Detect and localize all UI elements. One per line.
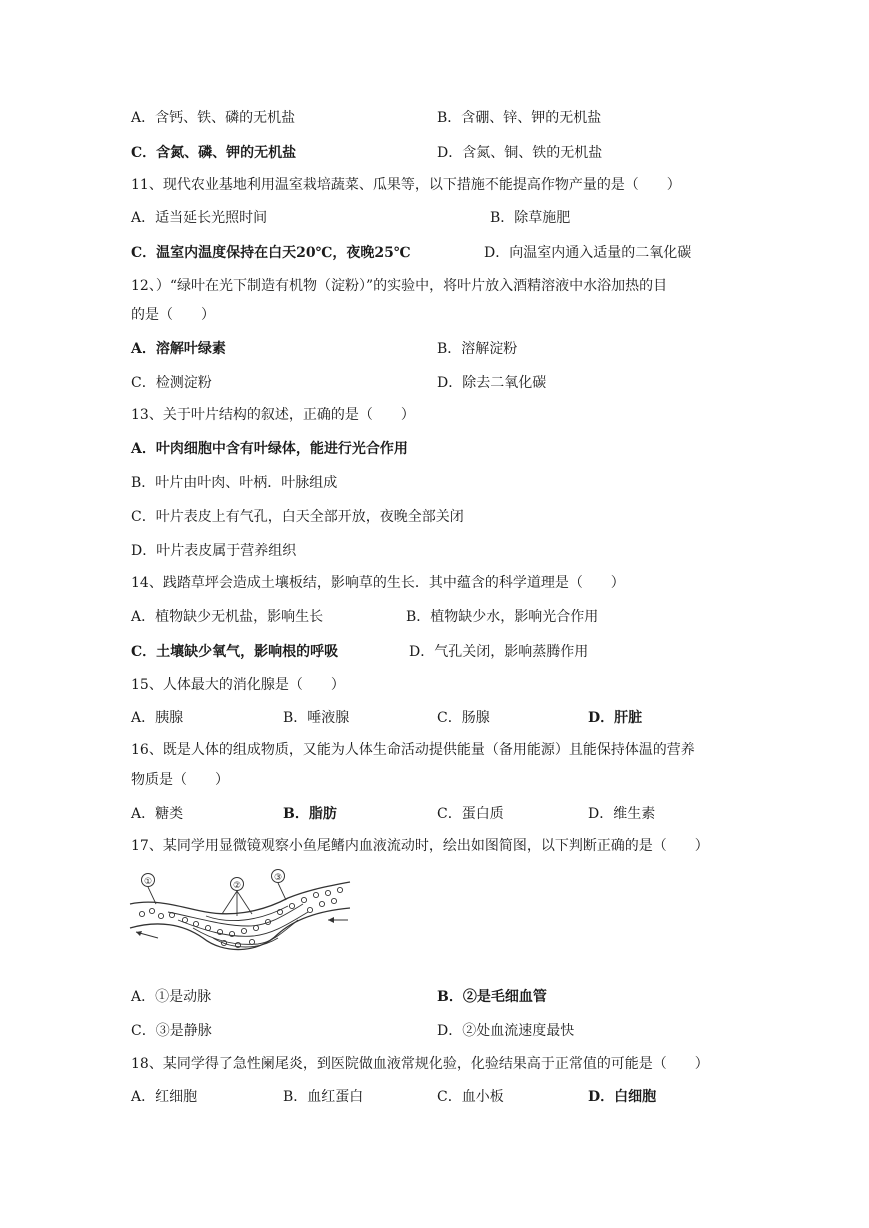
q11-option-b: B．除草施肥 bbox=[490, 210, 571, 226]
capillary-1 bbox=[168, 904, 303, 926]
figure-label-3: ③ bbox=[273, 873, 283, 883]
q14-option-d: D．气孔关闭，影响蒸腾作用 bbox=[409, 644, 589, 660]
q16-option-d: D．维生素 bbox=[588, 806, 656, 822]
q16-option-c: C．蛋白质 bbox=[437, 806, 504, 822]
q13-option-d: D．叶片表皮属于营养组织 bbox=[131, 543, 297, 559]
q11-option-a: A．适当延长光照时间 bbox=[131, 210, 268, 226]
q12-option-b: B．溶解淀粉 bbox=[437, 341, 518, 357]
q18-option-d: D．白细胞 bbox=[588, 1089, 657, 1105]
q16-option-a: A．糖类 bbox=[131, 806, 184, 822]
q11-option-d: D．向温室内通入适量的二氧化碳 bbox=[484, 245, 692, 261]
q17-option-c: C．③是静脉 bbox=[131, 1023, 212, 1039]
blood-vessel-diagram bbox=[128, 868, 358, 958]
q17-option-a: A．①是动脉 bbox=[131, 989, 212, 1005]
q15-option-d: D．肝脏 bbox=[588, 710, 643, 726]
figure-label-1: ① bbox=[143, 877, 153, 887]
q11-option-c: C．温室内温度保持在白天20℃，夜晚25℃ bbox=[131, 245, 411, 261]
q18-option-c: C．血小板 bbox=[437, 1089, 504, 1105]
q10-option-d: D．含氮、铜、铁的无机盐 bbox=[437, 145, 603, 161]
q12-stem-line2: 的是（ ） bbox=[131, 307, 215, 323]
figure-label-2: ② bbox=[232, 881, 242, 891]
q15-option-b: B．唾液腺 bbox=[283, 710, 350, 726]
q10-option-b: B．含硼、锌、钾的无机盐 bbox=[437, 110, 602, 126]
q15-stem: 15、人体最大的消化腺是（ ） bbox=[131, 677, 345, 693]
q14-stem: 14、践踏草坪会造成土壤板结，影响草的生长．其中蕴含的科学道理是（ ） bbox=[131, 575, 625, 591]
q12-option-c: C．检测淀粉 bbox=[131, 375, 212, 391]
pointer-2a bbox=[222, 891, 237, 914]
q14-option-b: B．植物缺少水，影响光合作用 bbox=[406, 609, 599, 625]
q12-stem-line1: 12、）“绿叶在光下制造有机物（淀粉）”的实验中，将叶片放入酒精溶液中水浴加热的目 bbox=[131, 278, 668, 294]
capillary-2 bbox=[178, 912, 308, 936]
q13-option-c: C．叶片表皮上有气孔，白天全部开放，夜晚全部关闭 bbox=[131, 509, 464, 525]
flow-arrow-right-head bbox=[328, 917, 334, 923]
q12-option-a: A．溶解叶绿素 bbox=[131, 341, 226, 357]
q17-stem: 17、某同学用显微镜观察小鱼尾鳍内血液流动时，绘出如图简图，以下判断正确的是（ ） bbox=[131, 838, 709, 854]
q15-option-a: A．胰腺 bbox=[131, 710, 184, 726]
q16-option-b: B．脂肪 bbox=[283, 806, 337, 822]
q13-stem: 13、关于叶片结构的叙述，正确的是（ ） bbox=[131, 407, 415, 423]
q15-option-c: C．肠腺 bbox=[437, 710, 490, 726]
pointer-3 bbox=[278, 883, 286, 900]
pointer-1 bbox=[148, 887, 156, 904]
q17-option-b: B．②是毛细血管 bbox=[437, 989, 547, 1005]
q18-option-b: B．血红蛋白 bbox=[283, 1089, 364, 1105]
q18-option-a: A．红细胞 bbox=[131, 1089, 198, 1105]
q10-option-a: A．含钙、铁、磷的无机盐 bbox=[131, 110, 296, 126]
q10-option-c: C．含氮、磷、钾的无机盐 bbox=[131, 145, 297, 161]
q13-option-b: B．叶片由叶肉、叶柄．叶脉组成 bbox=[131, 475, 338, 491]
q11-stem: 11、现代农业基地利用温室栽培蔬菜、瓜果等，以下措施不能提高作物产量的是（ ） bbox=[131, 177, 681, 193]
q16-stem-line1: 16、既是人体的组成物质，又能为人体生命活动提供能量（备用能源）且能保持体温的营养 bbox=[131, 742, 695, 758]
q18-stem: 18、某同学得了急性阑尾炎，到医院做血液常规化验，化验结果高于正常值的可能是（ ） bbox=[131, 1056, 709, 1072]
q17-option-d: D．②处血流速度最快 bbox=[437, 1023, 575, 1039]
q14-option-c: C．土壤缺少氧气，影响根的呼吸 bbox=[131, 644, 339, 660]
capillary-3 bbox=[193, 920, 298, 944]
q14-option-a: A．植物缺少无机盐，影响生长 bbox=[131, 609, 324, 625]
q13-option-a: A．叶肉细胞中含有叶绿体，能进行光合作用 bbox=[131, 441, 408, 457]
q16-stem-line2: 物质是（ ） bbox=[131, 772, 229, 788]
q12-option-d: D．除去二氧化碳 bbox=[437, 375, 547, 391]
pointer-2c bbox=[237, 891, 252, 914]
